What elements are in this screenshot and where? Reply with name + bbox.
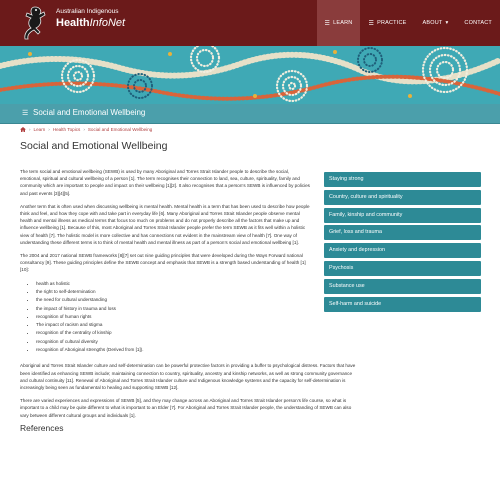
list-item: • The impact of racism and stigma [36,321,356,329]
site-brand[interactable] [56,9,125,29]
sidebar-item-anxiety-depression[interactable]: Anxiety and depression [324,243,481,258]
menu-icon: ☰ [368,20,375,27]
list-item: • the right to self-determination [36,288,356,296]
section-titlebar [0,104,500,124]
list-item: • recognition of Aboriginal strengths (Derived from [1]). [36,346,356,354]
article-body [20,168,356,432]
main-nav [317,0,500,46]
article-paragraph: Aboriginal and Torres Strait Islander culture and self-determination can be powerful protective factors in providing a buffer to psychological distress. Factors that have been identified as enhancing SEWB include; maintaining connection to country, spirituality, ancestry and kinship networks, as well as strong community governance and cultural continuity [11]. Renewal of Aboriginal and Torres Strait Islander culture and Indigenous knowledge systems and the capacity for self-determination is increasingly being seen as fundamental to healing and supporting SEWB [12]. [20,363,356,390]
gecko-logo-icon[interactable] [18,4,52,42]
principles-list [36,280,356,355]
article-paragraph: There are varied experiences and expressions of SEWB [5], and they may change across an Aboriginal and Torres Strait Islander person’s life course, so what is important to a child may be quite different to what is important to an Elder [7]. For Aboriginal and Torres Strait Islander people, the understanding of SEWB can also vary between different cultural groups and individuals [1]. [20,398,352,418]
menu-icon: ☰ [324,20,331,27]
sidebar-item-self-harm[interactable]: Self-harm and suicide [324,297,481,312]
page-title: Social and Emotional Wellbeing [20,140,168,152]
menu-icon[interactable]: ☰ [22,110,29,117]
nav-practice-label: PRACTICE [377,20,407,26]
chevron-down-icon: ▾ [445,20,449,26]
home-icon[interactable] [20,127,26,132]
brand-title: HealthInfoNet [56,16,126,29]
sidebar-item-country-culture[interactable]: Country, culture and spirituality [324,190,481,205]
sidebar-item-staying-strong[interactable]: Staying strong [324,172,481,187]
list-item: • recognition of the centrality of kinship [36,329,356,337]
nav-learn[interactable] [317,0,361,46]
section-title: Social and Emotional Wellbeing [33,108,146,117]
article-paragraph: The term social and emotional wellbeing (SEWB) is used by many Aboriginal and Torres Strait Islander people to describe the social, emotional, spiritual and cultural wellbeing of a person [1]. The term recognises their connection to land, sea, culture, spirituality, family and community which are important to people and impact on their wellbeing [1][2]. It also recognises that a person’s SEWB is influenced by policies and past events [3][4][5]. [20,169,310,196]
list-item: • recognition of cultural diversity [36,338,356,346]
sidebar-item-psychosis[interactable]: Psychosis [324,261,481,276]
nav-learn-label: LEARN [333,20,353,26]
brand-subtitle: Australian Indigenous [56,8,119,15]
breadcrumb-health-topics[interactable]: Health Topics [52,127,81,132]
nav-contact[interactable] [456,0,500,46]
nav-about[interactable] [415,0,457,46]
dot-art-pattern [0,46,500,104]
sidebar-item-substance-use[interactable]: Substance use [324,279,481,294]
nav-contact-label: CONTACT [464,20,492,26]
site-header [0,0,500,46]
list-item: • recognition of human rights [36,313,356,321]
article-paragraph: The 2004 and 2017 national SEWB frameworks [8][7] set out nine guiding principles that were developed during the Ways Forward national consultancy [9]. These guiding principles define the SEWB concept and emphasis that SEWB is a strength based understanding of health [1][10]: [20,253,306,273]
sidebar-item-family-kinship[interactable]: Family, kinship and community [324,208,481,223]
list-item: • the need for cultural understanding [36,296,356,304]
nav-practice[interactable] [360,0,414,46]
references-heading: References [20,422,64,433]
article-paragraph: Another term that is often used when discussing wellbeing is mental health. Mental health is a term that has been used to describe how people think and feel, and how they cope with and take part in everyday life [6]. Many Aboriginal and Torres Strait Islander people observe mental health and mental illness as medical terms that focus too much on problems and do not properly describe all the factors that make up and influence wellbeing [1]. Because of this, most Aboriginal and Torres Strait Islander people prefer the term SEWB as it fits well within a holistic view of health [7]. The holistic model is more collective and has connections not evident in the mainstream view of health [7]. One way of understanding these different terms is to think of mental health and mental illness as part of a person’s social and emotional wellbeing [1]. [20,203,310,245]
list-item: • health as holistic [36,280,356,288]
sidebar-item-grief-loss[interactable]: Grief, loss and trauma [324,225,481,240]
list-item: • the impact of history in trauma and loss [36,305,356,313]
breadcrumb-learn[interactable]: Learn [33,127,46,132]
breadcrumb: › Learn › Health Topics › Social and Emotional Wellbeing [20,127,152,132]
breadcrumb-current[interactable]: Social and Emotional Wellbeing [87,127,153,132]
nav-about-label: ABOUT [422,20,443,26]
hero-banner [0,46,500,104]
